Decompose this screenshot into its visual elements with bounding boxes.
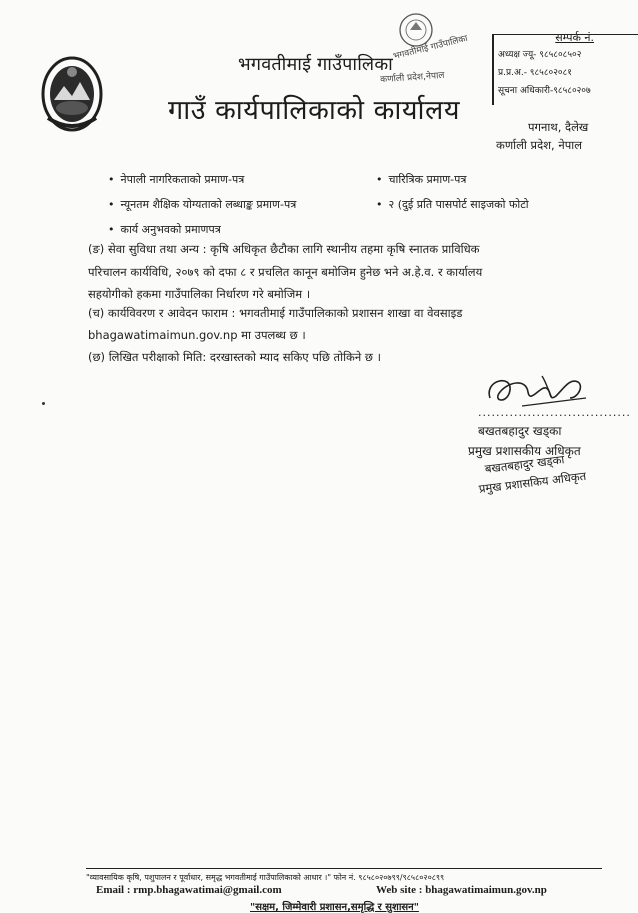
footer-email: Email : rmp.bhagawatimai@gmail.com (96, 884, 282, 896)
footer-slogan: "सक्षम, जिम्मेवारी प्रशासन,समृद्धि र सुशासन" (250, 902, 419, 913)
footer-website: Web site : bhagawatimaimun.gov.np (376, 884, 547, 896)
document-item: • कार्य अनुभवको प्रमाणपत्र (108, 223, 221, 236)
bullet-icon: • (108, 223, 115, 236)
office-title: गाउँ कार्यपालिकाको कार्यालय (168, 95, 460, 126)
paragraph-line: सहयोगीको हकमा गाउँपालिका निर्धारण गरे बमोजिम । (88, 287, 311, 301)
name-stamp: बखतबहादुर खड्का (484, 452, 566, 476)
stamp-text-top: भगवतीमाई गाउँपालिका (392, 33, 469, 63)
document-item: • न्यूनतम शैक्षिक योग्यताको लब्धाङ्क प्रमाण-पत्र (108, 198, 297, 211)
signatory-title: प्रमुख प्रशासकीय अधिकृत (468, 444, 581, 458)
contact-heading: सम्पर्क नं. (555, 31, 594, 44)
contact-row-cao: प्र.प्र.अ.- ९८५८०२०८१ (498, 68, 572, 78)
bullet-icon: • (376, 173, 383, 186)
bullet-icon: • (376, 198, 383, 211)
title-stamp: प्रमुख प्रशासकिय अधिकृत (478, 468, 587, 496)
signatory-name: बखतबहादुर खड्का (478, 424, 562, 438)
address-line-1: पगनाथ, दैलेख (528, 120, 589, 134)
footer-divider (86, 868, 602, 869)
bullet-icon: • (108, 198, 115, 211)
address-line-2: कर्णाली प्रदेश, नेपाल (496, 138, 583, 152)
municipality-name: भगवतीमाई गाउँपालिका (238, 54, 394, 75)
paragraph-line: (ङ) सेवा सुविधा तथा अन्य : कृषि अधिकृत छैटौका लागि स्थानीय तहमा कृषि स्नातक प्राविधिक (88, 242, 480, 256)
signature-line: .................................. (478, 406, 631, 419)
document-item: • २ (दुई प्रति पासपोर्ट साइजको फोटो (376, 198, 529, 211)
document-item: • चारित्रिक प्रमाण-पत्र (376, 173, 467, 186)
paragraph-line: (च) कार्यविवरण र आवेदन फाराम : भगवतीमाई गाउँपालिकाको प्रशासन शाखा वा वेवसाइड (88, 306, 463, 320)
contact-row-chairman: अध्यक्ष ज्यू- ९८५८०८५०२ (498, 50, 582, 60)
scan-speck (42, 402, 45, 405)
nepal-emblem-logo (40, 54, 104, 134)
contact-row-info-officer: सूचना अधिकारी-९८५८०२०७ (498, 86, 591, 96)
footer-note: "व्यावसायिक कृषि, पशुपालन र पूर्वाधार, समृद्ध भगवतीमाई गाउँपालिकाको आधार ।" फोन नं. ९८५८०२०७९९/९८५८०२०८९९ (86, 873, 445, 882)
bullet-icon: • (108, 173, 115, 186)
document-item: • नेपाली नागरिकताको प्रमाण-पत्र (108, 173, 245, 186)
paragraph-line: परिचालन कार्यविधि, २०७९ को दफा ८ र प्रचलित कानून बमोजिम हुनेछ भने अ.हे.व. र कार्यालय (88, 265, 483, 279)
paragraph-line: (छ) लिखित परीक्षाको मिति: दरखास्तको म्याद सकिए पछि तोकिने छ । (88, 350, 382, 364)
contact-box (492, 34, 638, 105)
stamp-text-bottom: कर्णाली प्रदेश,नेपाल (379, 70, 445, 86)
paragraph-line: bhagawatimaimun.gov.np मा उपलब्ध छ । (88, 328, 306, 342)
